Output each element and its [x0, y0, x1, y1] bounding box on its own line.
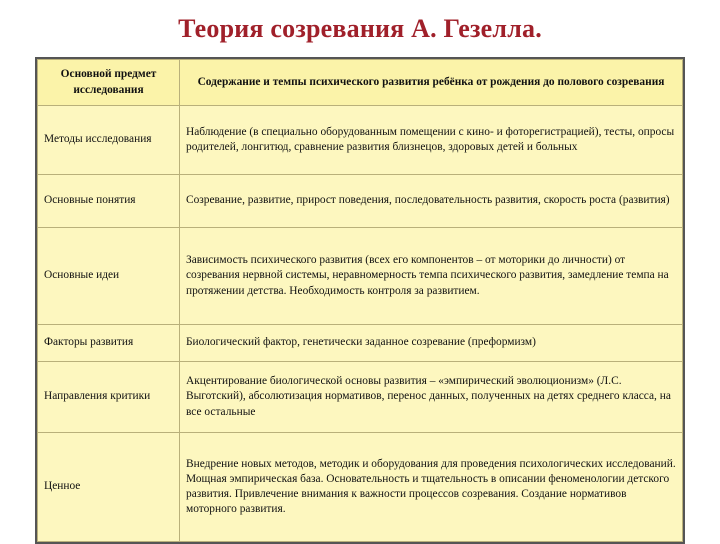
row-label: Факторы развития	[38, 325, 180, 362]
table-row	[38, 325, 683, 362]
header-content: Содержание и темпы психического развития ребёнка от рождения до полового созревания	[180, 60, 683, 106]
row-content: Созревание, развитие, прирост поведения, последовательность развития, скорость роста (развития)	[180, 175, 683, 228]
row-label: Методы исследования	[38, 106, 180, 175]
table-row	[38, 228, 683, 325]
row-content: Внедрение новых методов, методик и оборудования для проведения психологических исследований. Мощная эмпирическая база. Основательность и тщательность в описании феноменологии детского развития. Привлечение внимания к важности процессов созревания. Создание нормативов моторного развития.	[180, 433, 683, 542]
row-content: Зависимость психического развития (всех его компонентов – от моторики до личности) от созревания нервной системы, неравномерность темпа психического развития, замедление темпа на протяжении детства. Необходимость контроля за развитием.	[180, 228, 683, 325]
row-label: Основные идеи	[38, 228, 180, 325]
table-row	[38, 175, 683, 228]
page-title: Теория созревания А. Гезелла.	[178, 14, 542, 43]
row-label: Направления критики	[38, 362, 180, 433]
row-label: Основные понятия	[38, 175, 180, 228]
header-subject: Основной предмет исследования	[38, 60, 180, 106]
table-row	[38, 106, 683, 175]
gesell-theory-table	[35, 57, 685, 544]
row-label: Ценное	[38, 433, 180, 542]
row-content: Наблюдение (в специально оборудованным помещении с кино- и фоторегистрацией), тесты, опросы родителей, лонгитюд, сравнение развития близнецов, здоровых детей и больных	[180, 106, 683, 175]
row-content: Биологический фактор, генетически заданное созревание (преформизм)	[180, 325, 683, 362]
table	[37, 59, 683, 542]
row-content: Акцентирование биологической основы развития – «эмпирический эволюционизм» (Л.С. Выготский), абсолютизация нормативов, перенос данных, полученных на детях среднего класса, на все остальные	[180, 362, 683, 433]
table-row	[38, 362, 683, 433]
table-header-row	[38, 60, 683, 106]
table-row	[38, 433, 683, 542]
